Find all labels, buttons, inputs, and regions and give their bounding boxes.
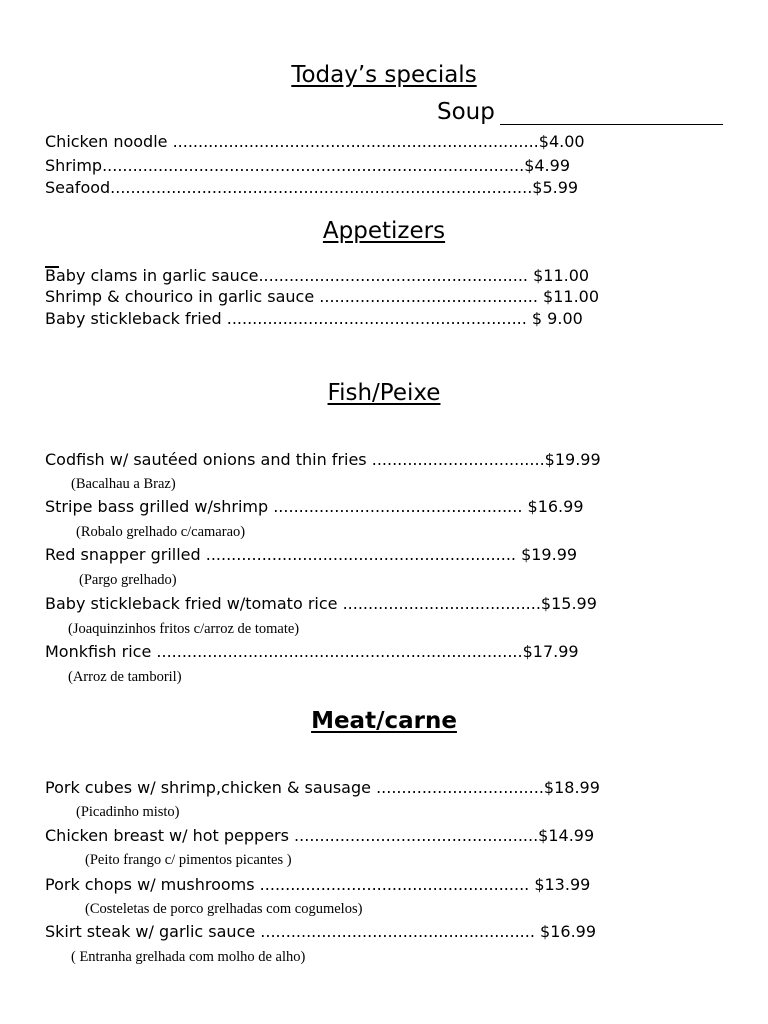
menu-item-meat-pork-chops: Pork chops w/ mushrooms ..................................................... $13.99 bbox=[45, 875, 591, 894]
menu-item-fish-red-snapper-translation: (Pargo grelhado) bbox=[79, 572, 177, 588]
menu-item-fish-stripe-bass-translation: (Robalo grelhado c/camarao) bbox=[76, 524, 246, 540]
menu-item-appetizer-shrimp-chourico: Shrimp & chourico in garlic sauce ........................................... $11.00 bbox=[45, 287, 600, 306]
menu-item-fish-baby-stickleback: Baby stickleback fried w/tomato rice .......................................$15.99 bbox=[45, 594, 597, 613]
section-title-fish: Fish/Peixe bbox=[327, 380, 441, 406]
menu-item-meat-pork-cubes: Pork cubes w/ shrimp,chicken & sausage .................................$18.99 bbox=[45, 778, 600, 797]
section-title-appetizers: Appetizers bbox=[322, 218, 446, 244]
menu-item-meat-pork-cubes-translation: (Picadinho misto) bbox=[76, 804, 180, 820]
menu-item-soup-seafood: Seafood...................................................................................$5.99 bbox=[45, 178, 579, 197]
menu-item-fish-monkfish: Monkfish rice ........................................................................$17.99 bbox=[45, 642, 579, 661]
menu-item-meat-skirt-steak-translation: ( Entranha grelhada com molho de alho) bbox=[71, 949, 306, 965]
menu-item-fish-codfish: Codfish w/ sautéed onions and thin fries ..................................$19.99 bbox=[45, 450, 601, 469]
menu-item-appetizer-baby-stickleback: Baby stickleback fried ........................................................... $ 9.00 bbox=[45, 309, 583, 328]
menu-item-fish-codfish-translation: (Bacalhau a Braz) bbox=[71, 476, 176, 492]
menu-item-meat-skirt-steak: Skirt steak w/ garlic sauce ...................................................... $16.99 bbox=[45, 922, 597, 941]
menu-item-fish-red-snapper: Red snapper grilled ............................................................. $19.99 bbox=[45, 545, 578, 564]
section-title-soup: Soup bbox=[437, 99, 495, 125]
menu-item-fish-baby-stickleback-translation: (Joaquinzinhos fritos c/arroz de tomate) bbox=[68, 621, 300, 637]
section-title-meat: Meat/carne bbox=[311, 708, 457, 734]
menu-item-soup-chicken-noodle: Chicken noodle ........................................................................$4.00 bbox=[45, 132, 585, 151]
menu-item-meat-chicken-breast: Chicken breast w/ hot peppers ................................................$14.99 bbox=[45, 826, 595, 845]
soup-title-underline bbox=[500, 124, 723, 125]
menu-item-fish-monkfish-translation: (Arroz de tamboril) bbox=[68, 669, 182, 685]
menu-item-soup-shrimp: Shrimp...................................................................................$4.99 bbox=[45, 156, 570, 175]
page-title: Today’s specials bbox=[291, 62, 477, 88]
menu-item-meat-chicken-breast-translation: (Peito frango c/ pimentos picantes ) bbox=[85, 852, 292, 868]
menu-item-meat-pork-chops-translation: (Costeletas de porco grelhadas com cogumelos) bbox=[85, 901, 363, 917]
menu-item-fish-stripe-bass: Stripe bass grilled w/shrimp ................................................. $16.99 bbox=[45, 497, 584, 516]
menu-item-appetizer-baby-clams: Baby clams in garlic sauce..................................................... $11.00 bbox=[45, 266, 590, 285]
